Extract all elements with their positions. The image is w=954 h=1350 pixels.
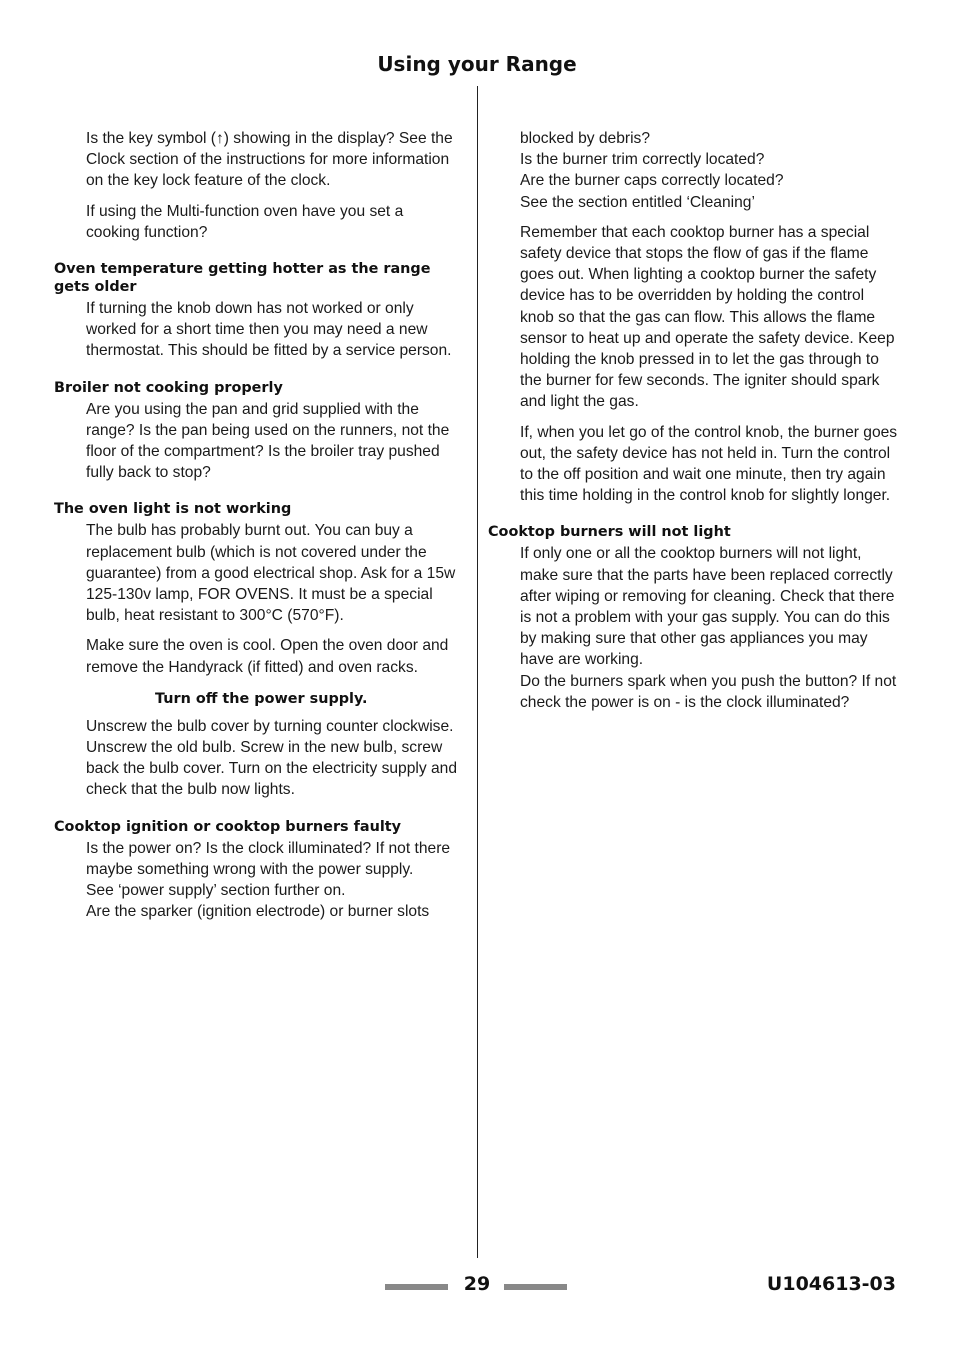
paragraph-blocked: blocked by debris? [520,130,651,147]
paragraph-cleaning-ref: See the section entitled ‘Cleaning’ [520,193,755,211]
column-divider [477,86,478,1258]
heading-cooktop-ignition: Cooktop ignition or cooktop burners faulty [54,818,402,835]
paragraph-parts-replaced: If only one or all the cooktop burners will not light, make sure that the parts have been replaced correctly after wiping or removing for cleaning. Check that there is not a problem with your gas supply. You can do this by making sure that other gas appliances you may have are working. [520,545,895,669]
right-column [488,128,900,713]
heading-oven-light: The oven light is not working [54,501,292,518]
paragraph-sparker: Are the sparker (ignition electrode) or burner slots [86,903,430,921]
heading-oven-temperature: Oven temperature getting hotter as the range gets older [54,261,431,296]
paragraph-thermostat: If turning the knob down has not worked or only worked for a short time then you may need a new thermostat. This should be fitted by a service person. [86,300,452,360]
heading-broiler: Broiler not cooking properly [54,379,283,396]
page-title: Using your Range [377,52,577,76]
paragraph-safety-device: Remember that each cooktop burner has a special safety device that stops the flow of gas if the flame goes out. When lighting a cooktop burner the safety device has to be overridden by holding the control knob so that the gas can flow. This allows the flame sensor to heat up and operate the safety device. Keep holding the knob pressed in to let the gas through to the burner for few seconds. The igniter should spark and light the gas. [520,223,895,411]
note-power-off: Turn off the power supply. [155,690,368,707]
paragraph-multifunction: If using the Multi-function oven have you set a cooking function? [86,202,404,241]
document-code: U104613-03 [766,1273,896,1295]
footer-bar-left [385,1284,448,1290]
paragraph-bulb: The bulb has probably burnt out. You can buy a replacement bulb (which is not covered under the guarantee) from a good electrical shop. Ask for a 15w 125-130v lamp, FOR OVENS. It must be a special bulb, heat resistant to 300°C (570°F). [86,522,456,625]
paragraph-power-supply-ref: See ‘power supply’ section further on. [86,882,346,900]
paragraph-unscrew: Unscrew the bulb cover by turning counter clockwise. Unscrew the old bulb. Screw in the new bulb, screw back the bulb cover. Turn on the electricity supply and check that the bulb now lights. [86,717,457,799]
left-column [54,128,458,922]
paragraph-spark-button: Do the burners spark when you push the button? If not check the power is on - is the clock illuminated? [520,672,897,711]
paragraph-let-go: If, when you let go of the control knob, the burner goes out, the safety device has not held in. Turn the control to the off position and wait one minute, then try again this time holding in the control knob for slightly longer. [520,423,898,505]
paragraph-key-symbol: Is the key symbol (↑) showing in the display? See the Clock section of the instructions for more information on the key lock feature of the clock. [86,130,453,190]
paragraph-broiler: Are you using the pan and grid supplied with the range? Is the pan being used on the runners, not the floor of the compartment? Is the broiler tray pushed fully back to stop? [86,400,450,482]
paragraph-burner-trim: Is the burner trim correctly located? [520,151,765,169]
footer-bar-right [504,1284,567,1290]
paragraph-burner-caps: Are the burner caps correctly located? [520,172,784,190]
paragraph-power-on: Is the power on? Is the clock illuminated? If not there maybe something wrong with the power supply. [86,839,451,878]
heading-burners-not-light: Cooktop burners will not light [488,524,731,541]
page-number: 29 [463,1273,491,1295]
paragraph-oven-cool: Make sure the oven is cool. Open the oven door and remove the Handyrack (if fitted) and oven racks. [86,637,449,676]
